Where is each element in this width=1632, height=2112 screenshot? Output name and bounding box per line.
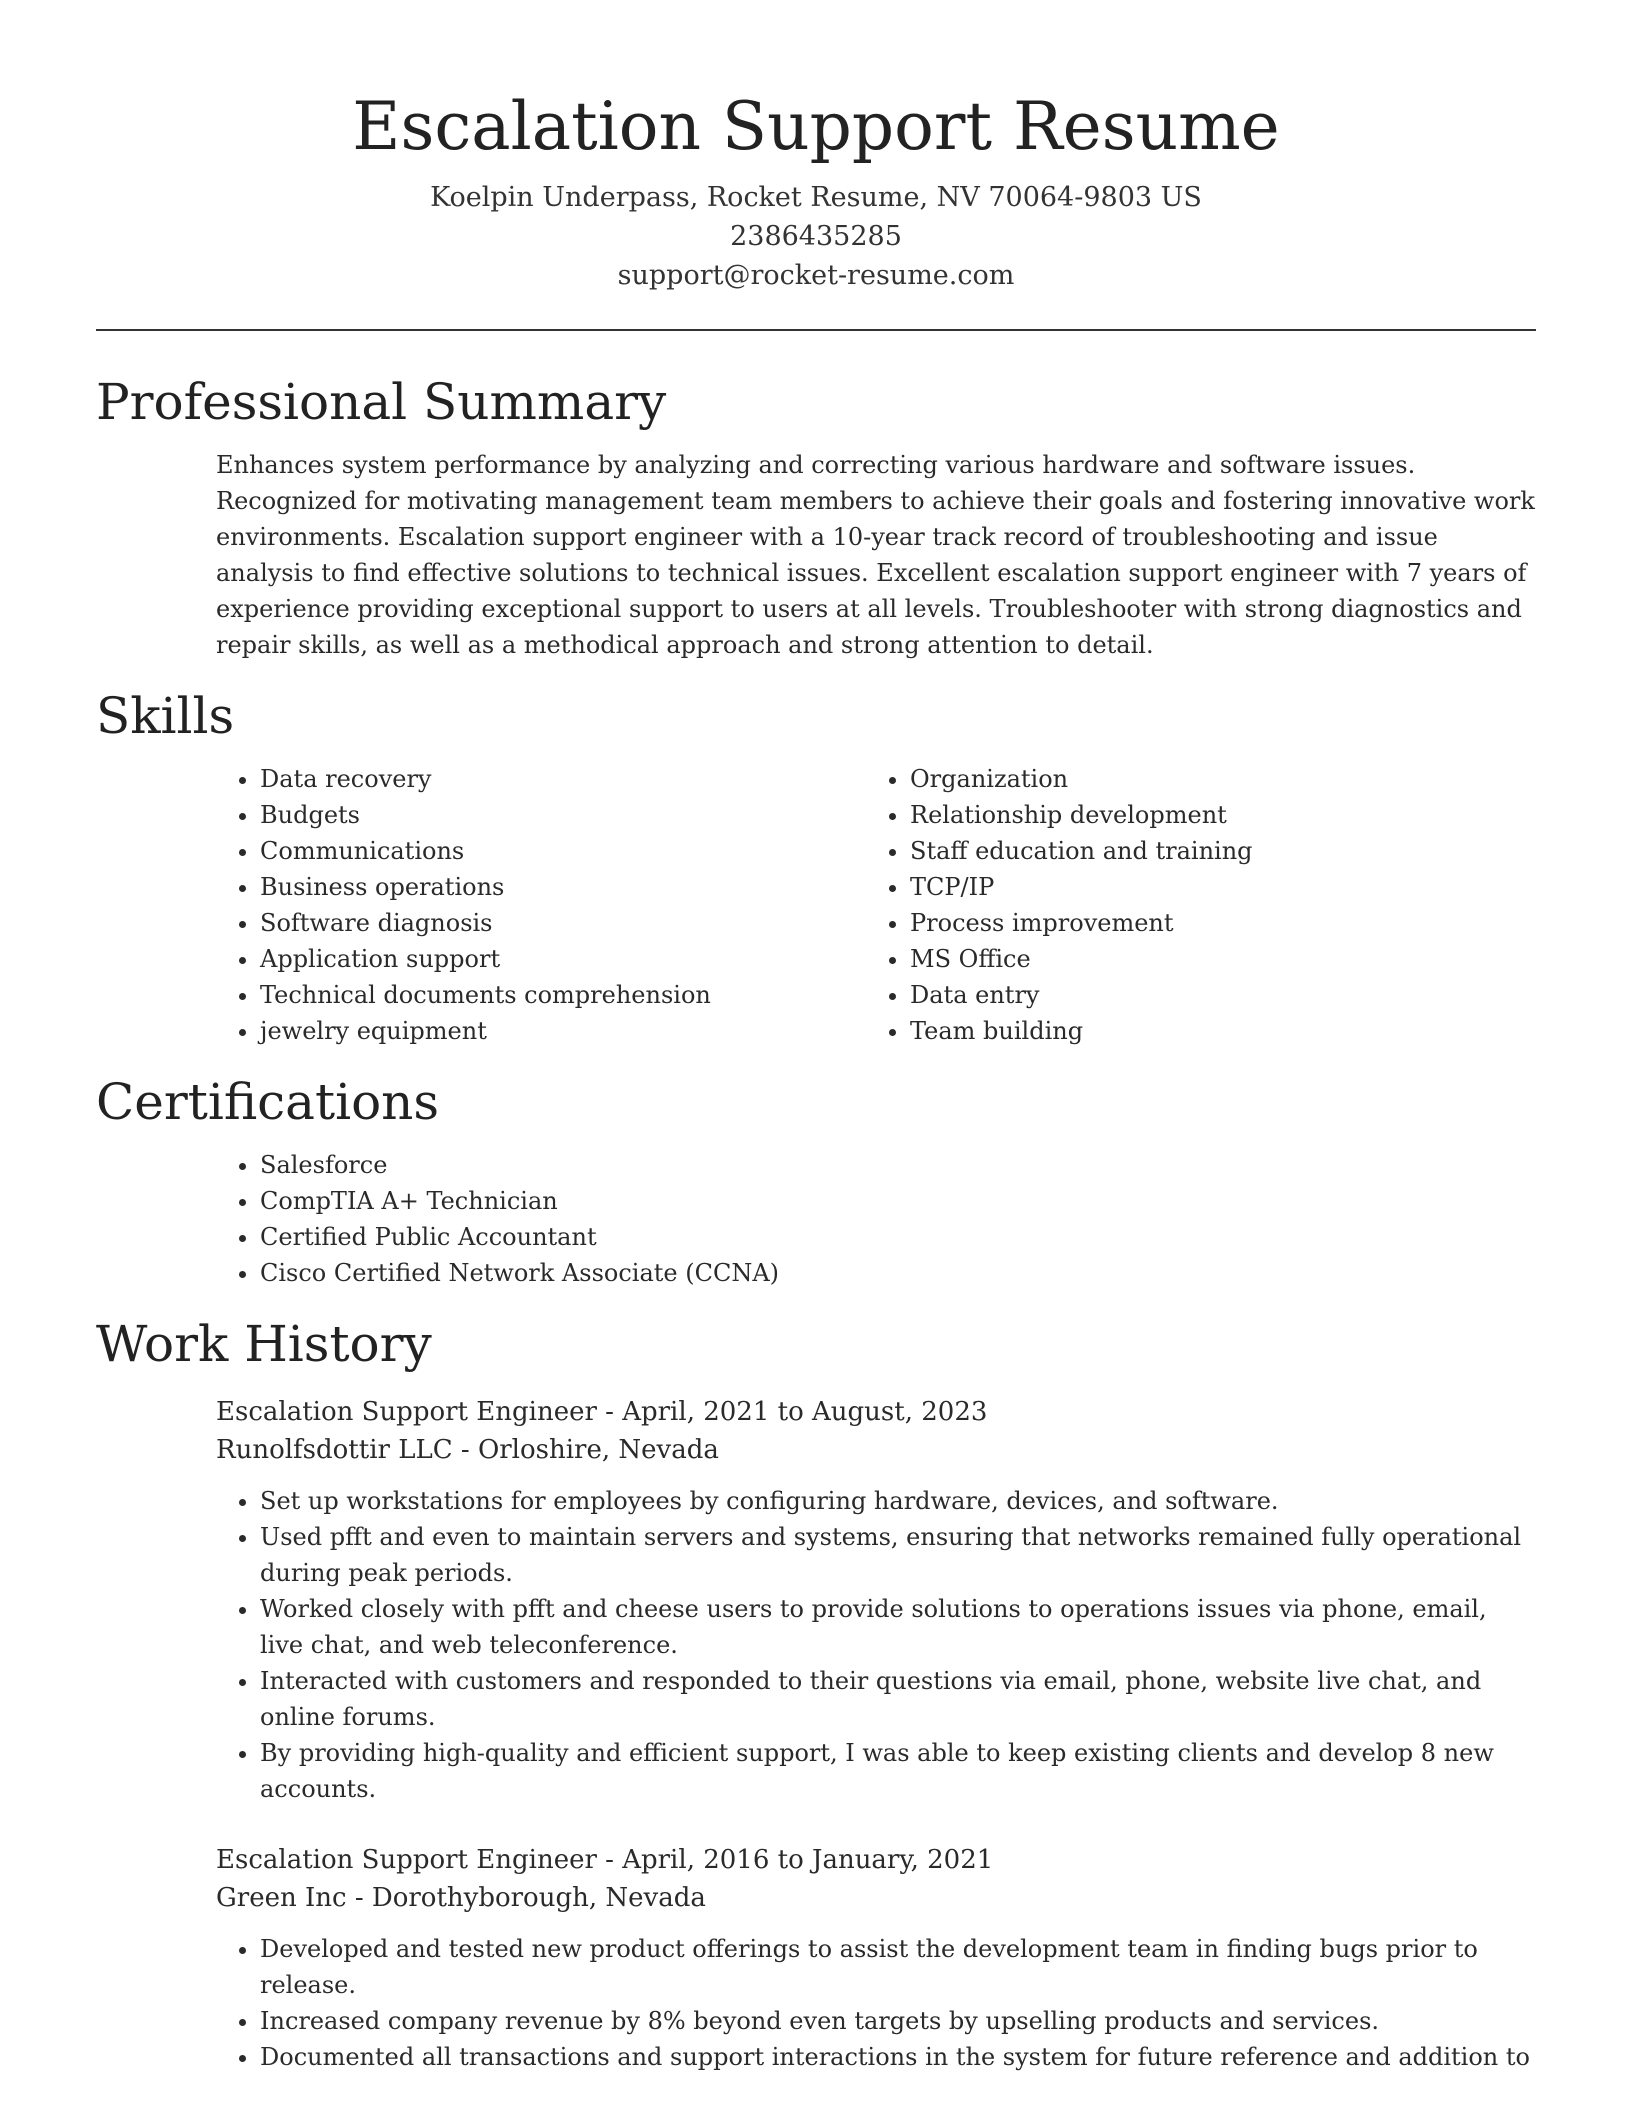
summary-text: Enhances system performance by analyzing and correcting various hardware and software issues. Recognized for motivating management team members to achieve their goals and fostering innovative work environments. Escalation support engineer with a 10-year track record of troubleshooting and issue analysis to find effective solutions to technical issues. Excellent escalation support engineer with 7 years of experience providing exceptional support to users at all levels. Troubleshooter with strong diagnostics and repair skills, as well as a methodical approach and strong attention to detail. bbox=[216, 451, 1535, 659]
skill-item: • MS Office bbox=[910, 941, 1516, 977]
job-title-line: Escalation Support Engineer - April, 2016 to January, 2021 bbox=[216, 1845, 994, 1875]
certification-item: • Certified Public Accountant bbox=[260, 1219, 1536, 1255]
job-bullet: • Set up workstations for employees by configuring hardware, devices, and software. bbox=[260, 1483, 1536, 1519]
skill-item: • Data entry bbox=[910, 977, 1516, 1013]
skill-item: • Business operations bbox=[260, 869, 866, 905]
job-bullets bbox=[216, 1483, 1536, 1807]
skill-item: • Process improvement bbox=[910, 905, 1516, 941]
contact-email: support@rocket-resume.com bbox=[617, 260, 1015, 291]
certification-item: • Cisco Certified Network Associate (CCNA) bbox=[260, 1255, 1536, 1291]
skill-item: • Data recovery bbox=[260, 761, 866, 797]
job-title-line: Escalation Support Engineer - April, 2021 to August, 2023 bbox=[216, 1397, 988, 1427]
job-entry bbox=[216, 1393, 1536, 1807]
skill-item: • Application support bbox=[260, 941, 866, 977]
contact-address: Koelpin Underpass, Rocket Resume, NV 70064-9803 US bbox=[430, 182, 1202, 213]
job-bullet: • Documented all transactions and support interactions in the system for future reference and addition to bbox=[260, 2039, 1536, 2075]
job-bullet: • Worked closely with pfft and cheese users to provide solutions to operations issues via phone, email, live chat, and web teleconference. bbox=[260, 1591, 1536, 1663]
skill-item: • Staff education and training bbox=[910, 833, 1516, 869]
resume-page bbox=[96, 0, 1536, 2075]
job-entry bbox=[216, 1841, 1536, 2075]
contact-block bbox=[96, 178, 1536, 295]
skills-list bbox=[216, 761, 1536, 1049]
job-bullet: • Used pfft and even to maintain servers and systems, ensuring that networks remained fully operational during peak periods. bbox=[260, 1519, 1536, 1591]
skills-column-right bbox=[866, 761, 1516, 1049]
header-divider bbox=[96, 329, 1536, 331]
job-bullet: • Interacted with customers and responded to their questions via email, phone, website live chat, and online forums. bbox=[260, 1663, 1536, 1735]
certifications-list bbox=[216, 1147, 1536, 1291]
resume-title: Escalation Support Resume bbox=[352, 88, 1280, 165]
job-bullet: • Developed and tested new product offerings to assist the development team in finding bugs prior to release. bbox=[260, 1931, 1536, 2003]
skill-item: • Communications bbox=[260, 833, 866, 869]
contact-phone: 2386435285 bbox=[730, 221, 902, 252]
skill-item: • Software diagnosis bbox=[260, 905, 866, 941]
job-bullet: • By providing high-quality and efficient support, I was able to keep existing clients and develop 8 new accounts. bbox=[260, 1735, 1536, 1807]
job-bullets bbox=[216, 1931, 1536, 2075]
skill-item: • Organization bbox=[910, 761, 1516, 797]
skill-item: • Budgets bbox=[260, 797, 866, 833]
certification-item: • Salesforce bbox=[260, 1147, 1536, 1183]
skill-item: • Technical documents comprehension bbox=[260, 977, 866, 1013]
certifications-heading: Certifications bbox=[96, 1073, 440, 1131]
summary-heading: Professional Summary bbox=[96, 373, 667, 431]
work-history-heading: Work History bbox=[96, 1315, 432, 1373]
skill-item: • jewelry equipment bbox=[260, 1013, 866, 1049]
certification-item: • CompTIA A+ Technician bbox=[260, 1183, 1536, 1219]
resume-header bbox=[96, 0, 1536, 295]
skill-item: • TCP/IP bbox=[910, 869, 1516, 905]
job-bullet: • Increased company revenue by 8% beyond even targets by upselling products and services. bbox=[260, 2003, 1536, 2039]
job-company-line: Green Inc - Dorothyborough, Nevada bbox=[216, 1883, 706, 1913]
skill-item: • Relationship development bbox=[910, 797, 1516, 833]
skills-heading: Skills bbox=[96, 687, 235, 745]
skills-column-left bbox=[216, 761, 866, 1049]
job-company-line: Runolfsdottir LLC - Orloshire, Nevada bbox=[216, 1435, 719, 1465]
skill-item: • Team building bbox=[910, 1013, 1516, 1049]
